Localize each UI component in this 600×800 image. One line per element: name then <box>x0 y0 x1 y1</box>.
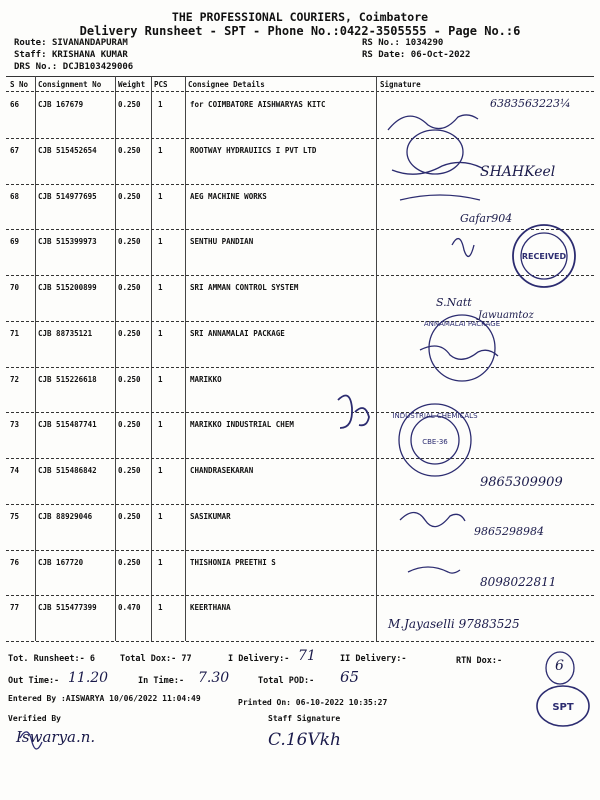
phone-66: 6383563223¼ <box>490 97 571 110</box>
out-time-label: Out Time:- <box>8 676 60 686</box>
row-sno: 73 <box>10 420 20 430</box>
col-weight: Weight <box>118 80 146 89</box>
row-pcs: 1 <box>158 328 163 338</box>
staff-field: Staff: KRISHANA KUMAR <box>14 50 128 60</box>
row-consignee: CHANDRASEKARAN <box>190 466 254 475</box>
row-consignment: CJB 167720 <box>38 557 84 567</box>
row-sno: 70 <box>10 283 20 292</box>
row-sno: 72 <box>10 374 20 384</box>
printed-on: Printed On: 06-10-2022 10:35:27 <box>238 698 388 707</box>
verified-by-label: Verified By <box>8 714 61 723</box>
in-time-label: In Time:- <box>138 676 185 686</box>
row-consignment: CJB 514977695 <box>38 191 97 201</box>
row-consignee: MARIKKO <box>190 374 222 384</box>
package-stamp-text: ANNAMALAI PACKAGE <box>423 320 501 328</box>
scribble-69 <box>452 239 474 257</box>
received-stamp-text: RECEIVED <box>521 252 567 261</box>
row-consignment: CJB 515486842 <box>38 466 97 475</box>
row-weight: 0.250 <box>118 145 141 155</box>
scribble-73 <box>338 396 369 429</box>
row-consignment: CJB 515487741 <box>38 420 97 430</box>
rs-date-field: RS Date: 06-Oct-2022 <box>362 50 471 60</box>
row-weight: 0.470 <box>118 603 141 613</box>
rtn-dox-value: 6 <box>555 658 564 674</box>
signature-70a: S.Natt <box>436 296 472 309</box>
chemicals-stamp-text: INDUSTRIAL CHEMICALS <box>392 412 478 420</box>
spt-stamp-text: SPT <box>552 702 574 713</box>
col-consignee: Consignee Details <box>188 80 265 89</box>
row-consignment: CJB 515399973 <box>38 237 97 247</box>
scribble-75 <box>400 513 465 527</box>
row-consignee: KEERTHANA <box>190 603 231 613</box>
verified-signature: Iswarya.n. <box>16 728 96 746</box>
phone-74: 9865309909 <box>480 475 563 490</box>
row-pcs: 1 <box>158 283 163 292</box>
row-weight: 0.250 <box>118 557 141 567</box>
document-title: THE PROFESSIONAL COURIERS, Coimbatore <box>171 10 429 24</box>
scribble-66 <box>388 115 478 130</box>
row-consignment: CJB 515226618 <box>38 374 97 384</box>
col-pcs: PCS <box>154 80 168 89</box>
total-pod-label: Total POD:- <box>258 676 315 686</box>
row-pcs: 1 <box>158 557 163 567</box>
row-sno: 66 <box>10 100 20 109</box>
row-consignee: SASIKUMAR <box>190 511 231 521</box>
row-weight: 0.250 <box>118 374 141 384</box>
row-pcs: 1 <box>158 374 163 384</box>
total-pod-value: 65 <box>340 668 360 686</box>
row-consignment: CJB 88735121 <box>38 328 93 338</box>
row-consignee: SRI ANNAMALAI PACKAGE <box>190 328 285 338</box>
row-weight: 0.250 <box>118 191 141 201</box>
row-consignment: CJB 515477399 <box>38 603 97 613</box>
rtn-dox-label: RTN Dox:- <box>456 656 503 666</box>
scribble-68 <box>400 195 480 200</box>
row-consignment: CJB 515200899 <box>38 283 97 292</box>
row-pcs: 1 <box>158 145 163 155</box>
row-consignee: SENTHU PANDIAN <box>190 237 254 247</box>
row-consignment: CJB 167679 <box>38 100 84 109</box>
row-sno: 68 <box>10 191 20 201</box>
row-weight: 0.250 <box>118 283 141 292</box>
phone-76: 8098022811 <box>480 575 557 589</box>
i-delivery-value: 71 <box>298 648 316 664</box>
col-signature: Signature <box>380 80 421 89</box>
row-pcs: 1 <box>158 603 163 613</box>
row-weight: 0.250 <box>118 466 141 475</box>
row-weight: 0.250 <box>118 237 141 247</box>
stamp-outline-67 <box>407 130 463 174</box>
row-weight: 0.250 <box>118 100 141 109</box>
signature-70b: Jawuamtoz <box>478 310 534 321</box>
row-pcs: 1 <box>158 237 163 247</box>
scribble-71 <box>420 346 498 359</box>
entered-by: Entered By :AISWARYA 10/06/2022 11:04:49 <box>8 694 201 703</box>
cbe-stamp-text: CBE-36 <box>422 438 448 446</box>
phone-75: 9865298984 <box>474 525 544 538</box>
row-consignment: CJB 515452654 <box>38 145 97 155</box>
row-pcs: 1 <box>158 466 163 475</box>
col-sno: S No <box>10 80 29 89</box>
row-consignee: AEG MACHINE WORKS <box>190 191 267 201</box>
row-sno: 77 <box>10 603 20 613</box>
row-consignee: SRI AMMAN CONTROL SYSTEM <box>190 283 299 292</box>
row-weight: 0.250 <box>118 420 141 430</box>
row-weight: 0.250 <box>118 511 141 521</box>
row-consignee: ROOTWAY HYDRAUIICS I PVT LTD <box>190 145 317 155</box>
document-subtitle: Delivery Runsheet - SPT - Phone No.:0422-3505555 - Page No.:6 <box>79 24 521 38</box>
row-weight: 0.250 <box>118 328 141 338</box>
row-pcs: 1 <box>158 100 163 109</box>
row-consignee: THISHONIA PREETHI S <box>190 557 276 567</box>
route-field: Route: SIVANANDAPURAM <box>14 38 128 48</box>
row-pcs: 1 <box>158 191 163 201</box>
tot-runsheet: Tot. Runsheet:- 6 <box>8 654 95 664</box>
col-consignment: Consignment No <box>38 80 102 89</box>
ii-delivery-label: II Delivery:- <box>340 654 407 664</box>
row-sno: 71 <box>10 328 20 338</box>
out-time-value: 11.20 <box>68 670 109 686</box>
signature-77: M.Jayaselli 97883525 <box>388 617 520 631</box>
total-dox: Total Dox:- 77 <box>120 654 192 664</box>
rs-no-field: RS No.: 1034290 <box>362 38 444 48</box>
scribble-76 <box>408 567 460 573</box>
staff-signature-label: Staff Signature <box>268 714 341 723</box>
row-pcs: 1 <box>158 420 163 430</box>
row-pcs: 1 <box>158 511 163 521</box>
drs-field: DRS No.: DCJB103429006 <box>14 62 134 72</box>
row-sno: 74 <box>10 466 20 475</box>
in-time-value: 7.30 <box>198 670 230 686</box>
row-sno: 69 <box>10 237 20 247</box>
row-sno: 75 <box>10 511 20 521</box>
staff-signature: C.16Vkh <box>268 730 341 750</box>
signature-67: SHAHKeel <box>480 164 556 180</box>
row-consignee: for COIMBATORE AISHWARYAS KITC <box>190 100 326 109</box>
scribble-67 <box>392 162 482 174</box>
row-sno: 67 <box>10 145 20 155</box>
signature-68: Gafar904 <box>460 212 513 225</box>
i-delivery-label: I Delivery:- <box>228 654 290 664</box>
row-sno: 76 <box>10 557 20 567</box>
row-consignee: MARIKKO INDUSTRIAL CHEM <box>190 420 294 430</box>
row-consignment: CJB 88929046 <box>38 511 93 521</box>
